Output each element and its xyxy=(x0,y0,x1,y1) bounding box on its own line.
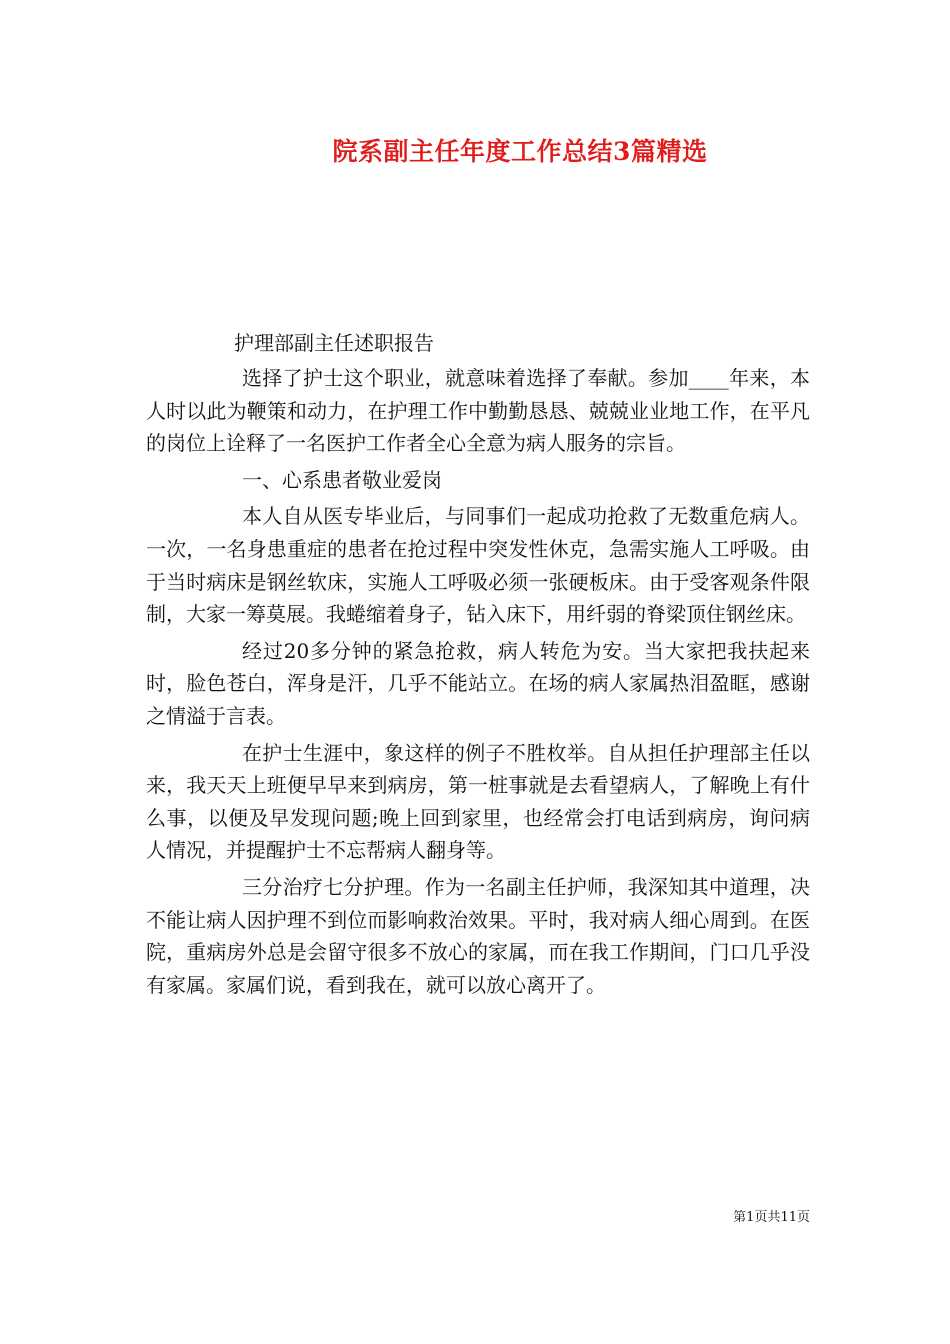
paragraph-intro: 选择了护士这个职业，就意味着选择了奉献。参加____年来，本人时以此为鞭策和动力，在护理工作中勤勤恳恳、兢兢业业地工作，在平凡的岗位上诠释了一名医护工作者全心全意为病人服务的宗旨。 xyxy=(146,366,810,456)
paragraph-rescue: 本人自从医专毕业后，与同事们一起成功抢救了无数重危病人。一次，一名身患重症的患者在抢过程中突发性休克，急需实施人工呼吸。由于当时病床是钢丝软床，实施人工呼吸必须一张硬板床。由于受客观条件限制，大家一筹莫展。我蜷缩着身子，钻入床下，用纤弱的脊梁顶住钢丝床。 xyxy=(146,504,810,627)
paragraph-care: 三分治疗七分护理。作为一名副主任护师，我深知其中道理，决不能让病人因护理不到位而影响救治效果。平时，我对病人细心周到。在医院，重病房外总是会留守很多不放心的家属，而在我工作期间，门口几乎没有家属。家属们说，看到我在，就可以放心离开了。 xyxy=(146,874,810,997)
report-subtitle: 护理部副主任述职报告 xyxy=(234,331,434,355)
paragraph-recovery: 经过20多分钟的紧急抢救，病人转危为安。当大家把我扶起来时，脸色苍白，浑身是汗，几乎不能站立。在场的病人家属热泪盈眶，感谢之情溢于言表。 xyxy=(146,638,810,728)
page-number: 第1页共11页 xyxy=(733,1210,810,1225)
document-body xyxy=(146,327,810,1005)
document-title: 院系副主任年度工作总结3篇精选 xyxy=(332,137,708,166)
paragraph-career: 在护士生涯中，象这样的例子不胜枚举。自从担任护理部主任以来，我天天上班便早早来到病房，第一桩事就是去看望病人，了解晚上有什么事，以便及早发现问题;晚上回到家里，也经常会打电话到病房，询问病人情况，并提醒护士不忘帮病人翻身等。 xyxy=(146,740,810,863)
section-heading: 一、心系患者敬业爱岗 xyxy=(242,467,442,492)
